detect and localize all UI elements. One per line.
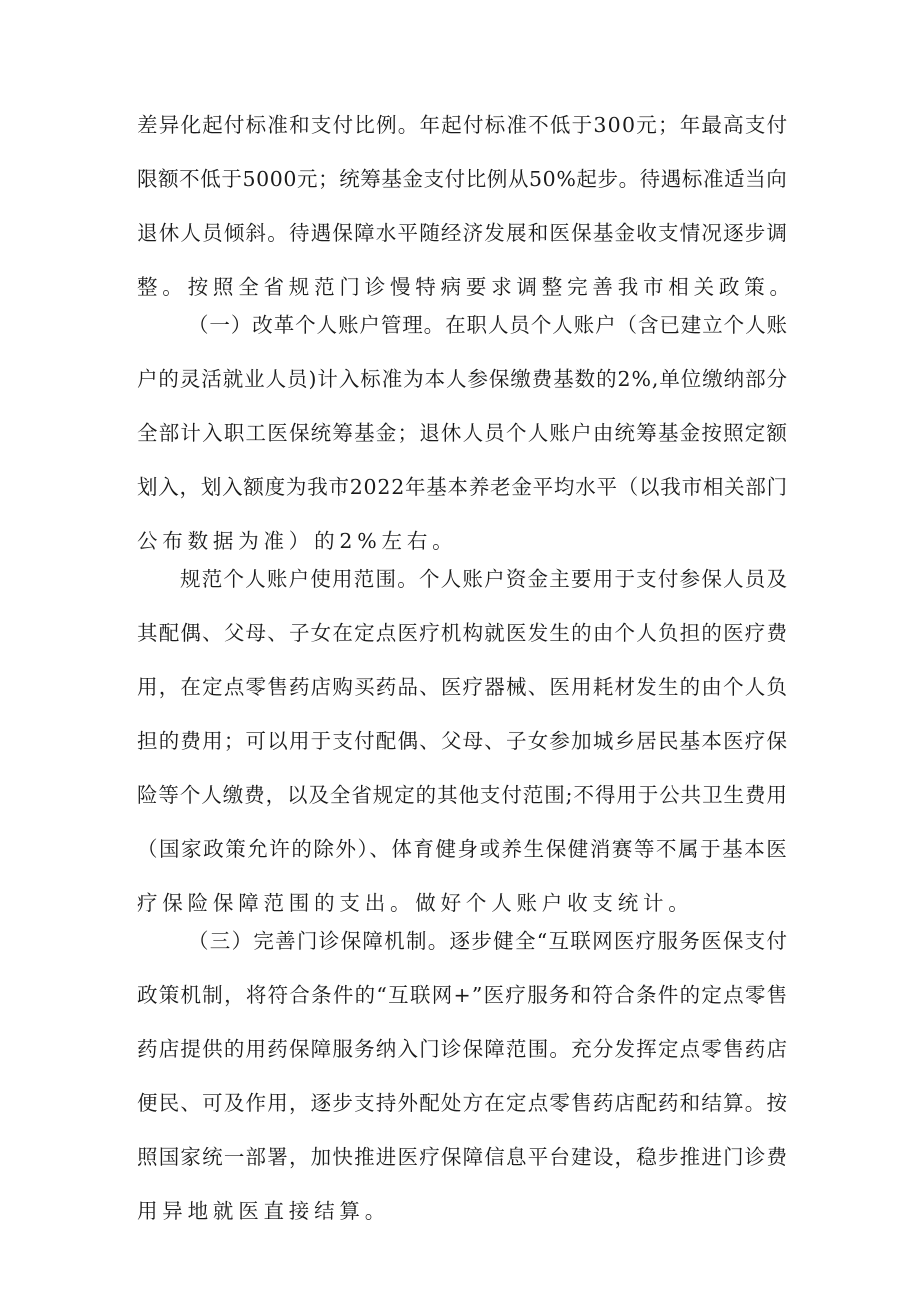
text-line: 用异地就医直接结算。 (137, 1199, 390, 1223)
text-line: （国家政策允许的除外）、体育健身或养生保健消赛等不属于基本医 (137, 837, 789, 861)
text-line: 疗保险保障范围的支出。做好个人账户收支统计。 (137, 891, 694, 915)
text-line: 政策机制，将符合条件的“互联网+”医疗服务和符合条件的定点零售 (137, 983, 789, 1007)
text-line: 划入，划入额度为我市2022年基本养老金平均水平（以我市相关部门 (137, 475, 788, 499)
text-line: 全部计入职工医保统筹基金；退休人员个人账户由统筹基金按照定额 (137, 421, 789, 445)
text-line: 照国家统一部署，加快推进医疗保障信息平台建设，稳步推进门诊费 (137, 1145, 789, 1169)
text-line: 限额不低于5000元；统筹基金支付比例从50%起步。待遇标准适当向 (137, 167, 788, 191)
text-line: 其配偶、父母、子女在定点医疗机构就医发生的由个人负担的医疗费 (137, 621, 789, 645)
text-line: 担的费用；可以用于支付配偶、父母、子女参加城乡居民基本医疗保 (137, 729, 789, 753)
text-line: 差异化起付标准和支付比例。年起付标准不低于300元；年最高支付 (137, 113, 789, 137)
text-line: 险等个人缴费，以及全省规定的其他支付范围;不得用于公共卫生费用 (137, 783, 788, 807)
text-line: 整。按照全省规范门诊慢特病要求调整完善我市相关政策。 (137, 275, 795, 299)
text-line: 公布数据为准）的2%左右。 (137, 529, 458, 553)
text-line: 退休人员倾斜。待遇保障水平随经济发展和医保基金收支情况逐步调 (137, 221, 789, 245)
text-line: 用，在定点零售药店购买药品、医疗器械、医用耗材发生的由个人负 (137, 675, 789, 699)
text-line: 户的灵活就业人员)计入标准为本人参保缴费基数的2%,单位缴纳部分 (137, 367, 788, 391)
text-line: 规范个人账户使用范围。个人账户资金主要用于支付参保人员及 (180, 567, 789, 591)
text-line: 便民、可及作用，逐步支持外配处方在定点零售药店配药和结算。按 (137, 1091, 789, 1115)
text-line: （三）完善门诊保障机制。逐步健全“互联网医疗服务医保支付 (188, 929, 789, 953)
text-line: （一）改革个人账户管理。在职人员个人账户（含已建立个人账 (188, 313, 788, 337)
text-line: 药店提供的用药保障服务纳入门诊保障范围。充分发挥定点零售药店 (137, 1037, 789, 1061)
